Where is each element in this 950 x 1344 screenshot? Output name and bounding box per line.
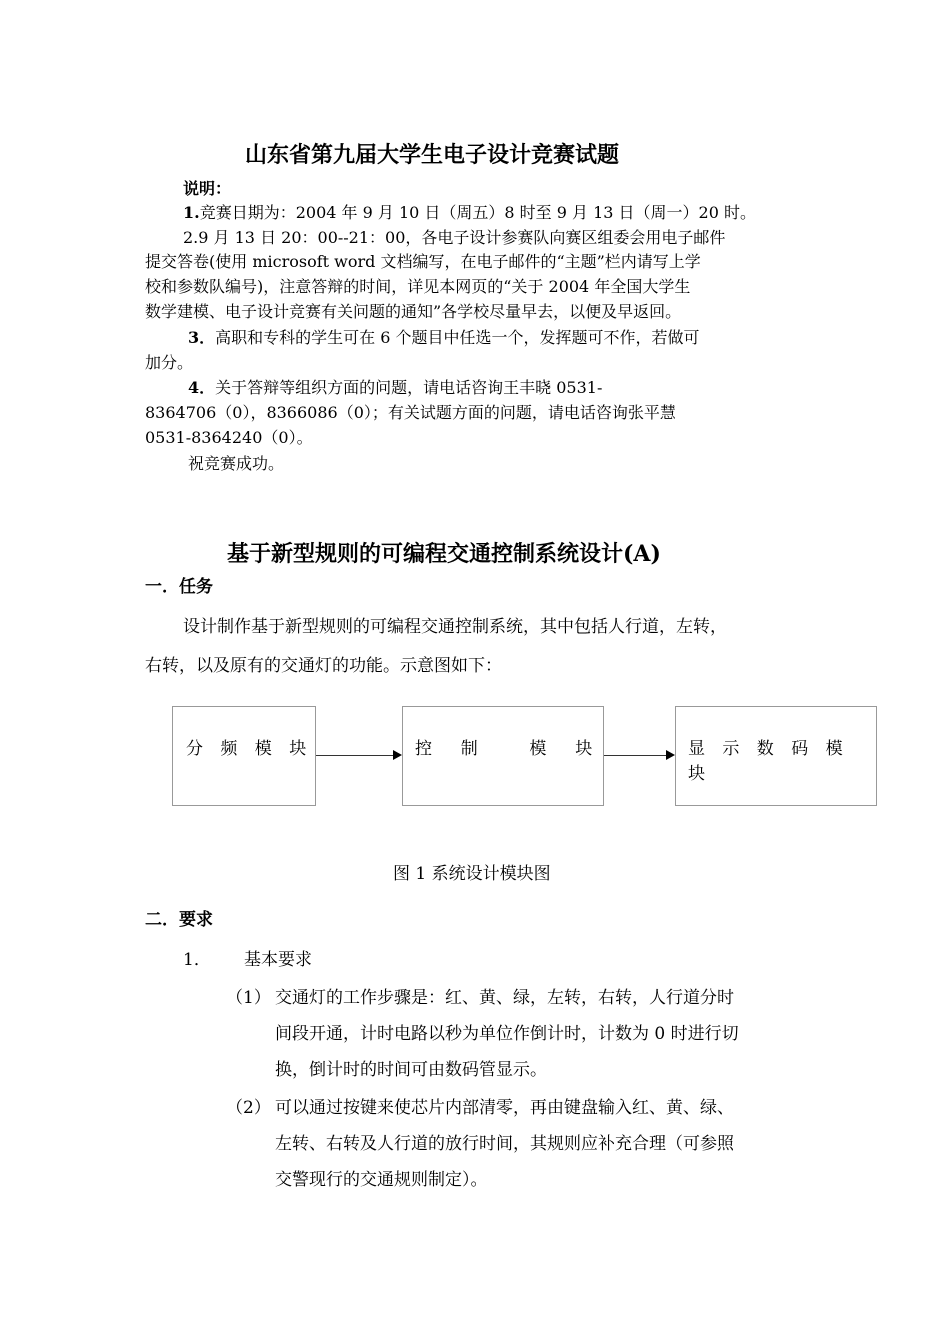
requirement-a-line2: 间段开通，计时电路以秒为单位作倒计时，计数为 0 时进行切: [275, 1024, 739, 1044]
arrow-head-2: [666, 750, 675, 760]
note-item-3-number: 3．: [188, 328, 216, 347]
frequency-divider-block: [172, 706, 316, 806]
requirement-a-line3: 换，倒计时的时间可由数码管显示。: [275, 1060, 547, 1080]
requirement-b-line2: 左转、右转及人行道的放行时间，其规则应补充合理（可参照: [275, 1134, 734, 1154]
note-item-1: [183, 203, 756, 223]
closing-text: 祝竞赛成功。: [188, 454, 285, 473]
note-item-2-line1: 2.9 月 13 日 20：00--21：00，各电子设计参赛队向赛区组委会用电子邮件: [183, 228, 726, 247]
section-task-heading: 一．任务: [145, 577, 213, 597]
note-item-3-line2: 加分。: [145, 353, 194, 372]
note-item-3-line1: [188, 328, 700, 348]
note-item-4-line1: [188, 378, 602, 398]
task-text-line1: 设计制作基于新型规则的可编程交通控制系统，其中包括人行道，左转，: [183, 617, 727, 637]
arrow-line-1: [316, 755, 394, 756]
note-item-3-text: 高职和专科的学生可在 6 个题目中任选一个，发挥题可不作，若做可: [215, 328, 700, 347]
note-item-2-line4: 数学建模、电子设计竞赛有关问题的通知”各学校尽量早去，以便及早返回。: [145, 302, 682, 321]
requirement-1-title: 基本要求: [244, 950, 312, 970]
control-label: 控 制 模 块: [415, 739, 599, 759]
requirement-b-line1: 可以通过按键来使芯片内部清零，再由键盘输入红、黄、绿、: [275, 1098, 734, 1118]
note-item-4-number: 4．: [188, 378, 216, 397]
requirement-1-number: 1．: [183, 950, 211, 970]
requirement-a-number: （1）: [226, 988, 271, 1008]
requirement-b-number: （2）: [226, 1098, 271, 1118]
note-item-4-line2: 8364706（0），8366086（0）；有关试题方面的问题，请电话咨询张平慧: [145, 403, 676, 422]
display-label: 显 示 数 码 模 块: [688, 739, 849, 784]
section-requirements-heading: 二．要求: [145, 910, 213, 930]
arrow-head-1: [393, 750, 402, 760]
control-block: [402, 706, 604, 806]
note-item-2-line2: 提交答卷(使用 microsoft word 文档编写，在电子邮件的“主题”栏内请写上学: [145, 252, 701, 271]
figure-caption: 图 1 系统设计模块图: [393, 864, 551, 884]
notes-heading: 说明：: [183, 179, 232, 198]
page-title: 山东省第九届大学生电子设计竞赛试题: [245, 142, 620, 168]
problem-title: 基于新型规则的可编程交通控制系统设计(A): [227, 541, 661, 567]
display-block: [675, 706, 877, 806]
requirement-b-line3: 交警现行的交通规则制定）。: [275, 1170, 488, 1190]
note-item-2-line3: 校和参数队编号)，注意答辩的时间，详见本网页的“关于 2004 年全国大学生: [145, 277, 691, 296]
note-item-4-line3: 0531-8364240（0）。: [145, 428, 313, 447]
note-item-1-number: 1.: [183, 203, 200, 222]
arrow-line-2: [604, 755, 667, 756]
note-item-1-text: 竞赛日期为：2004 年 9 月 10 日（周五）8 时至 9 月 13 日（周一）20 时。: [199, 203, 756, 222]
note-item-4-text: 关于答辩等组织方面的问题，请电话咨询王丰晓 0531-: [215, 378, 603, 397]
frequency-divider-label: 分 频 模 块: [186, 739, 313, 759]
requirement-a-line1: 交通灯的工作步骤是：红、黄、绿，左转，右转，人行道分时: [275, 988, 734, 1008]
task-text-line2: 右转，以及原有的交通灯的功能。示意图如下：: [145, 656, 502, 676]
